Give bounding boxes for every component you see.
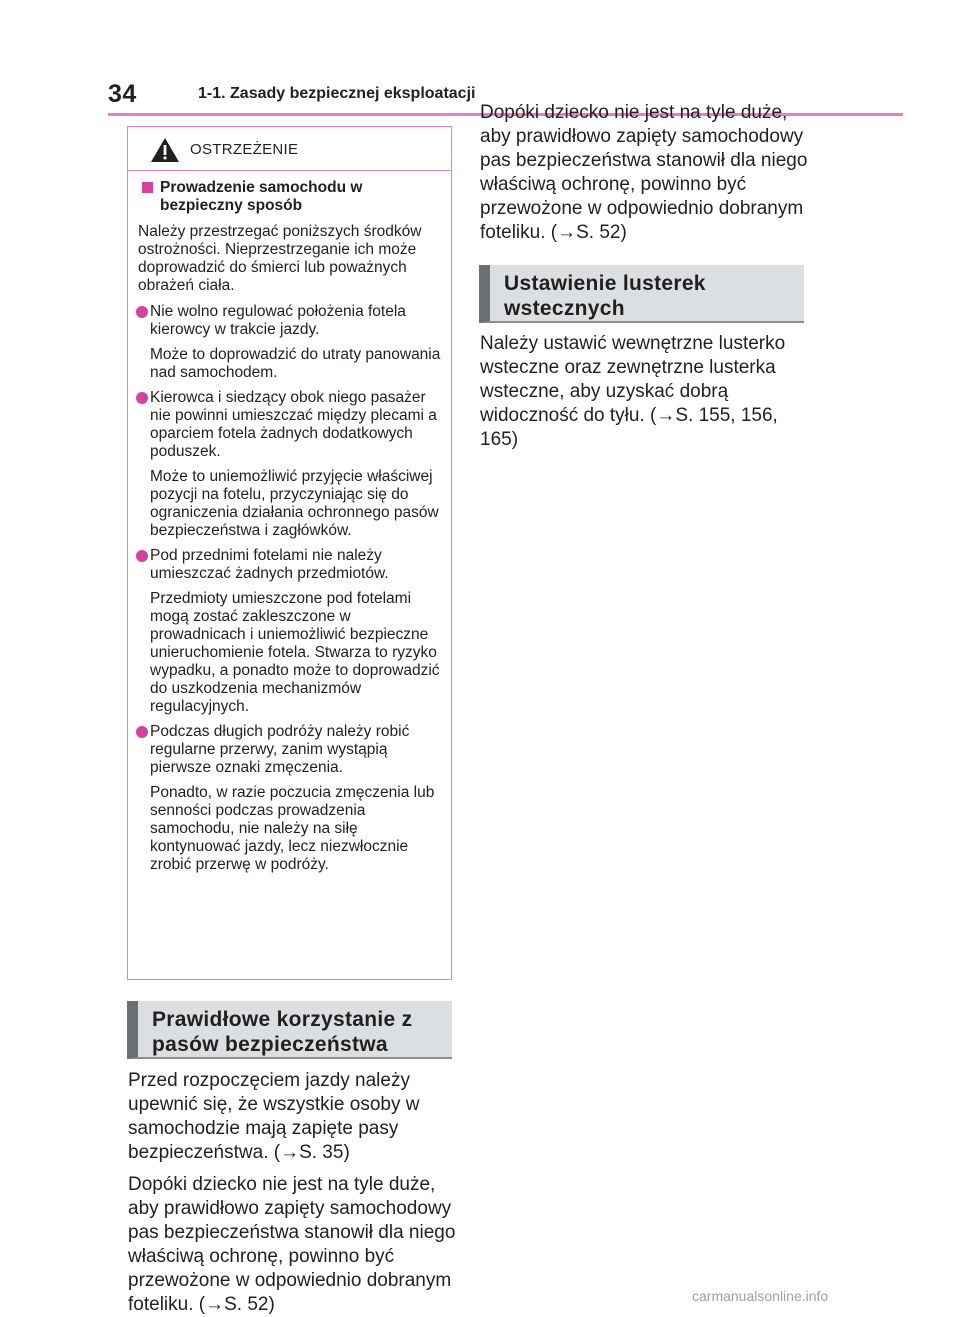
belts-paragraph-child-end: Dopóki dziecko nie jest na tyle duże, aby prawidłowo zapięty samochodowy pas bezpieczeństwa stanowił dla niego właściwą ochronę, powinno być przewożone w odpowiednio dobranym foteliku. (→S. 52) — [480, 102, 808, 243]
mirrors-paragraph: Należy ustawić wewnętrzne lusterko wsteczne oraz zewnętrzne lusterka wsteczne, aby uzyskać dobrą widoczność do tyłu. (→S. 155, 156, 165) — [480, 333, 786, 450]
warning-body — [128, 171, 451, 874]
warning-note: Może to uniemożliwić przyjęcie właściwej pozycji na fotelu, przyczyniając się do ograniczenia działania ochronnego pasów bezpieczeństwa i zagłówków. — [150, 468, 439, 539]
warning-bullet: Kierowca i siedzący obok niego pasażer nie powinni umieszczać między plecami a oparciem fotela żadnych dodatkowych poduszek. — [138, 389, 441, 461]
round-bullet-icon — [136, 306, 148, 318]
belts-paragraph: Przed rozpoczęciem jazdy należy upewnić się, że wszystkie osoby w samochodzie mają zapięte pasy bezpieczeństwa. (→S. 35) — [128, 1070, 420, 1163]
warning-bullet: Pod przednimi fotelami nie należy umieszczać żadnych przedmiotów. — [138, 547, 441, 583]
warning-subtitle: Prowadzenie samochodu w bezpieczny sposób — [138, 179, 441, 215]
round-bullet-icon — [136, 726, 148, 738]
watermark: carmanualsonline.info — [692, 1288, 829, 1304]
round-bullet-icon — [136, 550, 148, 562]
warning-bullet: Nie wolno regulować położenia fotela kierowcy w trakcie jazdy. — [138, 303, 441, 339]
mirrors-text — [480, 332, 810, 460]
heading-mirrors: Ustawienie lusterek wstecznych — [479, 265, 804, 323]
belts-text — [128, 1069, 458, 1315]
belts-paragraph-child-start: Dopóki dziecko nie jest na tyle duże, aby prawidłowo zapięty samochodowy pas bezpieczeństwa stanowił dla niego właściwą ochronę, powinno być przewożone w odpowiednio dobranym foteliku. (→S. 52) — [128, 1174, 456, 1315]
warning-header — [128, 127, 451, 171]
section-title: 1-1. Zasady bezpiecznej eksploatacji — [198, 85, 476, 102]
warning-note: Przedmioty umieszczone pod fotelami mogą zostać zakleszczone w prowadnicach i uniemożliwić bezpieczne unieruchomienie fotela. Stwarza to ryzyko wypadku, a ponadto może to doprowadzić do uszkodzenia mechanizmów regulacyjnych. — [150, 590, 440, 715]
warning-intro: Należy przestrzegać poniższych środków ostrożności. Nieprzestrzeganie ich może doprowadzić do śmierci lub poważnych obrażeń ciała. — [138, 223, 422, 294]
round-bullet-icon — [136, 392, 148, 404]
heading-seat-belts: Prawidłowe korzystanie z pasów bezpieczeństwa — [127, 1001, 452, 1059]
square-bullet-icon — [142, 182, 153, 193]
belts-text-continued — [480, 102, 810, 255]
warning-title: OSTRZEŻENIE — [190, 141, 299, 158]
warning-triangle-icon — [150, 137, 180, 163]
warning-bullet: Podczas długich podróży należy robić regularne przerwy, zanim wystąpią pierwsze oznaki zmęczenia. — [138, 723, 441, 777]
warning-box — [127, 126, 452, 980]
warning-note: Może to doprowadzić do utraty panowania nad samochodem. — [150, 346, 441, 381]
page-number: 34 — [108, 80, 137, 108]
warning-note: Ponadto, w razie poczucia zmęczenia lub senności podczas prowadzenia samochodu, nie należy na siłę kontynuować jazdy, lecz niezwłocznie zrobić przerwę w podróży. — [150, 784, 435, 873]
